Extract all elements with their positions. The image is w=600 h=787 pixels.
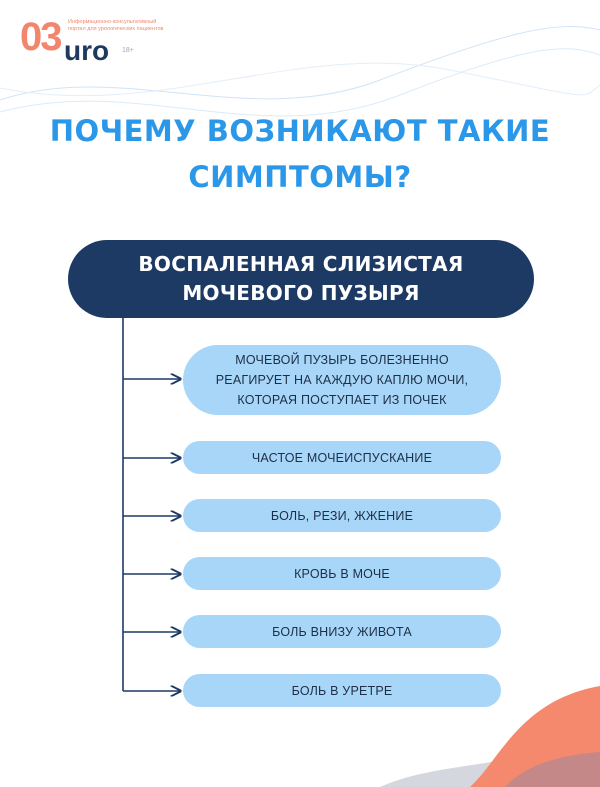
symptom-text: КОТОРАЯ ПОСТУПАЕТ ИЗ ПОЧЕК xyxy=(237,393,447,407)
page-title xyxy=(0,108,600,200)
age-rating: 18+ xyxy=(122,47,134,54)
cause-box xyxy=(68,240,534,318)
symptom-text: ЧАСТОЕ МОЧЕИСПУСКАНИЕ xyxy=(251,450,433,465)
cause-line-1: ВОСПАЛЕННАЯ СЛИЗИСТАЯ xyxy=(138,252,464,276)
symptom-item xyxy=(183,345,501,415)
page-title-line-2: СИМПТОМЫ? xyxy=(188,160,412,194)
symptom-item xyxy=(183,615,501,648)
symptom-text: КРОВЬ В МОЧЕ xyxy=(294,566,390,581)
logo[interactable] xyxy=(20,14,164,66)
symptom-text: БОЛЬ ВНИЗУ ЖИВОТА xyxy=(272,624,412,639)
logo-brand: uro xyxy=(64,35,110,66)
symptom-text: БОЛЬ, РЕЗИ, ЖЖЕНИЕ xyxy=(270,508,414,523)
symptom-item xyxy=(183,441,501,474)
symptom-text: МОЧЕВОЙ ПУЗЫРЬ БОЛЕЗНЕННО xyxy=(235,353,449,367)
page-title-line-1: ПОЧЕМУ ВОЗНИКАЮТ ТАКИЕ xyxy=(49,114,551,148)
logo-number: 03 xyxy=(20,15,61,59)
symptom-item xyxy=(183,557,501,590)
symptom-text: БОЛЬ В УРЕТРЕ xyxy=(291,683,393,698)
symptom-text: РЕАГИРУЕТ НА КАЖДУЮ КАПЛЮ МОЧИ, xyxy=(215,373,469,387)
symptom-item xyxy=(183,674,501,707)
symptom-item xyxy=(183,499,501,532)
cause-line-2: МОЧЕВОГО ПУЗЫРЯ xyxy=(182,281,420,305)
logo-tagline: Информационно-консультативный портал для урологических пациентов xyxy=(68,19,164,32)
